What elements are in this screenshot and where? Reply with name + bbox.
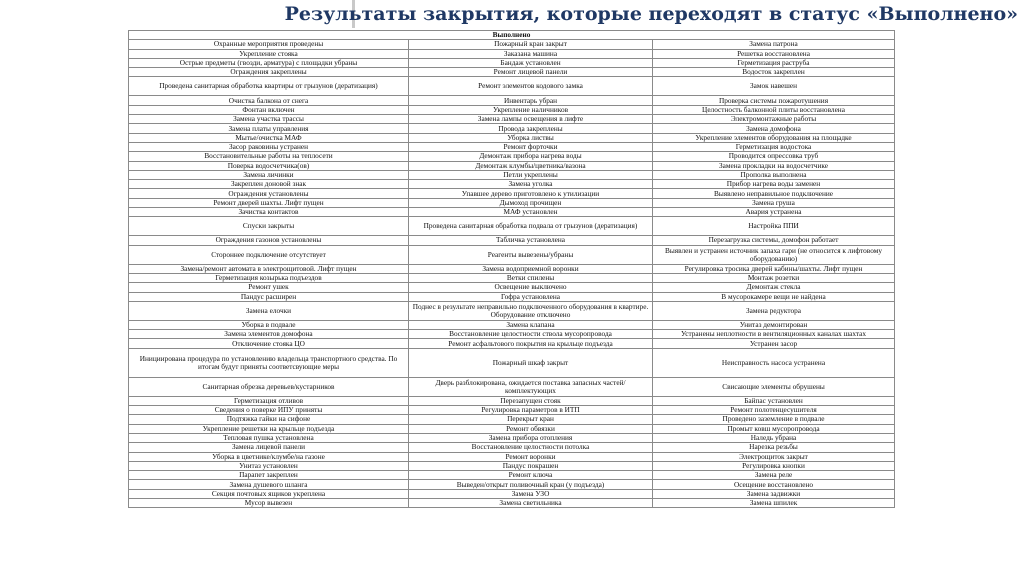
table-cell: Охранные мероприятия проведены [129,40,409,49]
table-cell: Упавшее дерево приготовлено к утилизации [409,189,653,198]
table-cell: Герметизация козырька подъездов [129,273,409,282]
table-cell: Заказана машина [409,49,653,58]
table-cell: Укрепление наличников [409,105,653,114]
table-cell: Замена элементов домофона [129,330,409,339]
table-cell: Ремонт обвязки [409,424,653,433]
table-cell: Укрепление решетки на крыльце подъезда [129,424,409,433]
table-cell: Поднес в результате неправильно подключенного оборудования в квартире. Оборудование отключено [409,301,653,320]
table-cell: Перезагрузка системы, домофон работает [653,236,895,245]
table-cell: Реагенты вывезены/убраны [409,245,653,264]
table-cell: Восстановительные работы на теплосети [129,152,409,161]
table-row [129,452,895,461]
table-cell: Пожарный шкаф закрыт [409,348,653,377]
table-cell: В мусорокамере вещи не найдена [653,292,895,301]
table-row [129,320,895,329]
table-cell: Острые предметы (гвозди, арматура) с площадки убраны [129,58,409,67]
table-cell: Петли укреплены [409,170,653,179]
table-cell: Мытье/очистка МАФ [129,133,409,142]
table-cell: Ограждения установлены [129,189,409,198]
table-row [129,330,895,339]
table-row [129,301,895,320]
table-cell: Решетка восстановлена [653,49,895,58]
table-cell: Пожарный кран закрыт [409,40,653,49]
table-cell: Ремонт форточки [409,142,653,151]
table-cell: Водосток закреплен [653,68,895,77]
table-cell: Герметизация водостока [653,142,895,151]
table-row [129,68,895,77]
table-cell: Целостность балконной плиты восстановлена [653,105,895,114]
table-cell: Секция почтовых ящиков укреплена [129,489,409,498]
table-cell: Мусор вывезен [129,498,409,507]
table-cell: Бандаж установлен [409,58,653,67]
table-cell: Засор раковины устранен [129,142,409,151]
table-cell: Перекрыт кран [409,415,653,424]
table-cell: Замена водоприемной воронки [409,264,653,273]
table-row [129,424,895,433]
table-cell: Демонтаж прибора нагрева воды [409,152,653,161]
results-table-container [128,30,894,508]
table-header-row [129,31,895,40]
table-cell: Устранены неплотности в вентиляционных каналах шахтах [653,330,895,339]
table-cell: Замена редуктора [653,301,895,320]
table-row [129,443,895,452]
table-cell: Регулировка тросика дверей кабины/шахты. Лифт пущен [653,264,895,273]
table-cell: Электрощиток закрыт [653,452,895,461]
table-cell: Проведена санитарная обработка квартиры от грызунов (дератизация) [129,77,409,96]
table-cell: Замена личинки [129,170,409,179]
table-cell: Тепловая пушка установлена [129,433,409,442]
table-row [129,217,895,236]
table-cell: Замена/ремонт автомата в электрощитовой. Лифт пущен [129,264,409,273]
table-cell: Поверка водосчетчика(ов) [129,161,409,170]
table-cell: Выявлен и устранен источник запаха гари (не относится к лифтовому оборудованию) [653,245,895,264]
slide-title: Результаты закрытия, которые переходят в статус «Выполнено» [284,3,1018,25]
table-row [129,96,895,105]
table-cell: Устранен засор [653,339,895,348]
table-cell: Выведен/открыт поливочный кран (у подъезда) [409,480,653,489]
table-row [129,339,895,348]
table-cell: Электромонтажные работы [653,115,895,124]
table-cell: Замок навешен [653,77,895,96]
table-row [129,264,895,273]
table-cell: Замена прибора отопления [409,433,653,442]
table-cell: Наледь убрана [653,433,895,442]
table-cell: Замена домофона [653,124,895,133]
table-cell: Авария устранена [653,208,895,217]
table-row [129,292,895,301]
table-cell: Инициирована процедура по установлению владельца транспортного средства. По итогам будут приняты соответсвующие меры [129,348,409,377]
table-cell: Замена елочки [129,301,409,320]
table-cell: Нарезка резьбы [653,443,895,452]
table-cell: Замена лицевой панели [129,443,409,452]
table-cell: Замена груша [653,198,895,207]
table-row [129,377,895,396]
table-cell: Замена патрона [653,40,895,49]
table-cell: Укрепление стояка [129,49,409,58]
table-cell: Отключение стояка ЦО [129,339,409,348]
table-row [129,105,895,114]
table-row [129,58,895,67]
table-cell: Восстановление целостности ствола мусоропровода [409,330,653,339]
results-table [128,30,895,508]
table-cell: Ограждения закреплены [129,68,409,77]
table-cell: Промыт ковш мусоропровода [653,424,895,433]
table-row [129,208,895,217]
table-cell: Ремонт полотенцесушителя [653,406,895,415]
table-row [129,433,895,442]
table-cell: Пандус расширен [129,292,409,301]
table-row [129,170,895,179]
table-cell: Замена УЗО [409,489,653,498]
table-cell: Перезапущен стояк [409,396,653,405]
table-cell: Замена уголка [409,180,653,189]
table-cell: Ограждения газонов установлены [129,236,409,245]
table-cell: Ремонт асфальтового покрытия на крыльце подъезда [409,339,653,348]
table-row [129,283,895,292]
table-cell: Замена прокладки на водосчетчике [653,161,895,170]
table-row [129,396,895,405]
table-cell: Ремонт воронки [409,452,653,461]
table-row [129,498,895,507]
table-cell: Проверка системы пожаротушения [653,96,895,105]
table-cell: Замена шпилек [653,498,895,507]
table-row [129,40,895,49]
table-cell: Монтаж розетки [653,273,895,282]
table-cell: Замена реле [653,471,895,480]
table-row [129,236,895,245]
table-cell: Табличка установлена [409,236,653,245]
table-row [129,133,895,142]
table-cell: Ремонт ключа [409,471,653,480]
table-cell: Ремонт дверей шахты. Лифт пущен [129,198,409,207]
table-cell: Провода закреплены [409,124,653,133]
table-row [129,273,895,282]
table-cell: Неисправность насоса устранена [653,348,895,377]
table-row [129,142,895,151]
table-row [129,489,895,498]
table-cell: Пандус покрашен [409,461,653,470]
table-row [129,480,895,489]
table-cell: Замена клапана [409,320,653,329]
table-cell: Прополка выполнена [653,170,895,179]
table-row [129,461,895,470]
table-cell: Спуски закрыты [129,217,409,236]
table-row [129,77,895,96]
table-cell: Проведена санитарная обработка подвала от грызунов (дератизация) [409,217,653,236]
table-cell: Проведено заземление в подвале [653,415,895,424]
table-cell: Демонтаж клумбы/цветника/вазона [409,161,653,170]
table-cell: Зачистка контактов [129,208,409,217]
table-cell: Очистка балкона от снега [129,96,409,105]
table-cell: Парапет закреплен [129,471,409,480]
table-cell: Укрепление элементов оборудования на площадке [653,133,895,142]
table-cell: Замена душевого шланга [129,480,409,489]
table-cell: Сведения о поверке ИПУ приняты [129,406,409,415]
table-cell: Дымоход прочищен [409,198,653,207]
table-row [129,406,895,415]
table-cell: Фонтан включен [129,105,409,114]
table-cell: Осещение восстановлено [653,480,895,489]
table-cell: Санитарная обрезка деревьев/кустарников [129,377,409,396]
table-cell: Регулировка кнопки [653,461,895,470]
table-cell: Герметизация раструба [653,58,895,67]
table-row [129,161,895,170]
table-row [129,471,895,480]
table-row [129,245,895,264]
table-row [129,415,895,424]
table-cell: Подтяжка гайки на сифоне [129,415,409,424]
table-cell: Унитаз установлен [129,461,409,470]
table-cell: Байпас установлен [653,396,895,405]
table-cell: Свисающие элементы обрушены [653,377,895,396]
table-row [129,49,895,58]
table-row [129,348,895,377]
table-row [129,124,895,133]
table-cell: Инвентарь убран [409,96,653,105]
table-cell: Ремонт лицевой панели [409,68,653,77]
table-row [129,198,895,207]
table-cell: Стороннее подключение отсутствует [129,245,409,264]
table-header: Выполнено [129,31,895,40]
table-body [129,40,895,508]
table-cell: Ветки спилены [409,273,653,282]
table-row [129,180,895,189]
table-row [129,115,895,124]
table-cell: Замена лампы освещения в лифте [409,115,653,124]
table-cell: Уборка листвы [409,133,653,142]
table-cell: Закреплен доновой знак [129,180,409,189]
table-cell: Герметизация отливов [129,396,409,405]
table-cell: Замена платы управления [129,124,409,133]
table-cell: Восстановление целостности потолка [409,443,653,452]
table-row [129,152,895,161]
table-cell: Ремонт ушек [129,283,409,292]
table-cell: Проводится опрессовка труб [653,152,895,161]
table-cell: Замена задвижки [653,489,895,498]
table-cell: Уборка в цветнике/клумбе/на газоне [129,452,409,461]
table-cell: Освещение выключено [409,283,653,292]
table-cell: Регулировка параметров в ИТП [409,406,653,415]
table-cell: Ремонт элементов кодового замка [409,77,653,96]
table-cell: МАФ установлен [409,208,653,217]
table-cell: Замена участка трассы [129,115,409,124]
table-cell: Прибор нагрева воды заменен [653,180,895,189]
table-cell: Дверь разблокирована, ожидается поставка запасных частей/комплектующих [409,377,653,396]
table-cell: Выявлено неправильное подключение [653,189,895,198]
table-cell: Настройка ППИ [653,217,895,236]
table-cell: Уборка в подвале [129,320,409,329]
table-cell: Демонтаж стекла [653,283,895,292]
table-row [129,189,895,198]
table-cell: Унитаз демонтирован [653,320,895,329]
table-cell: Гофра установлена [409,292,653,301]
table-cell: Замена светильника [409,498,653,507]
